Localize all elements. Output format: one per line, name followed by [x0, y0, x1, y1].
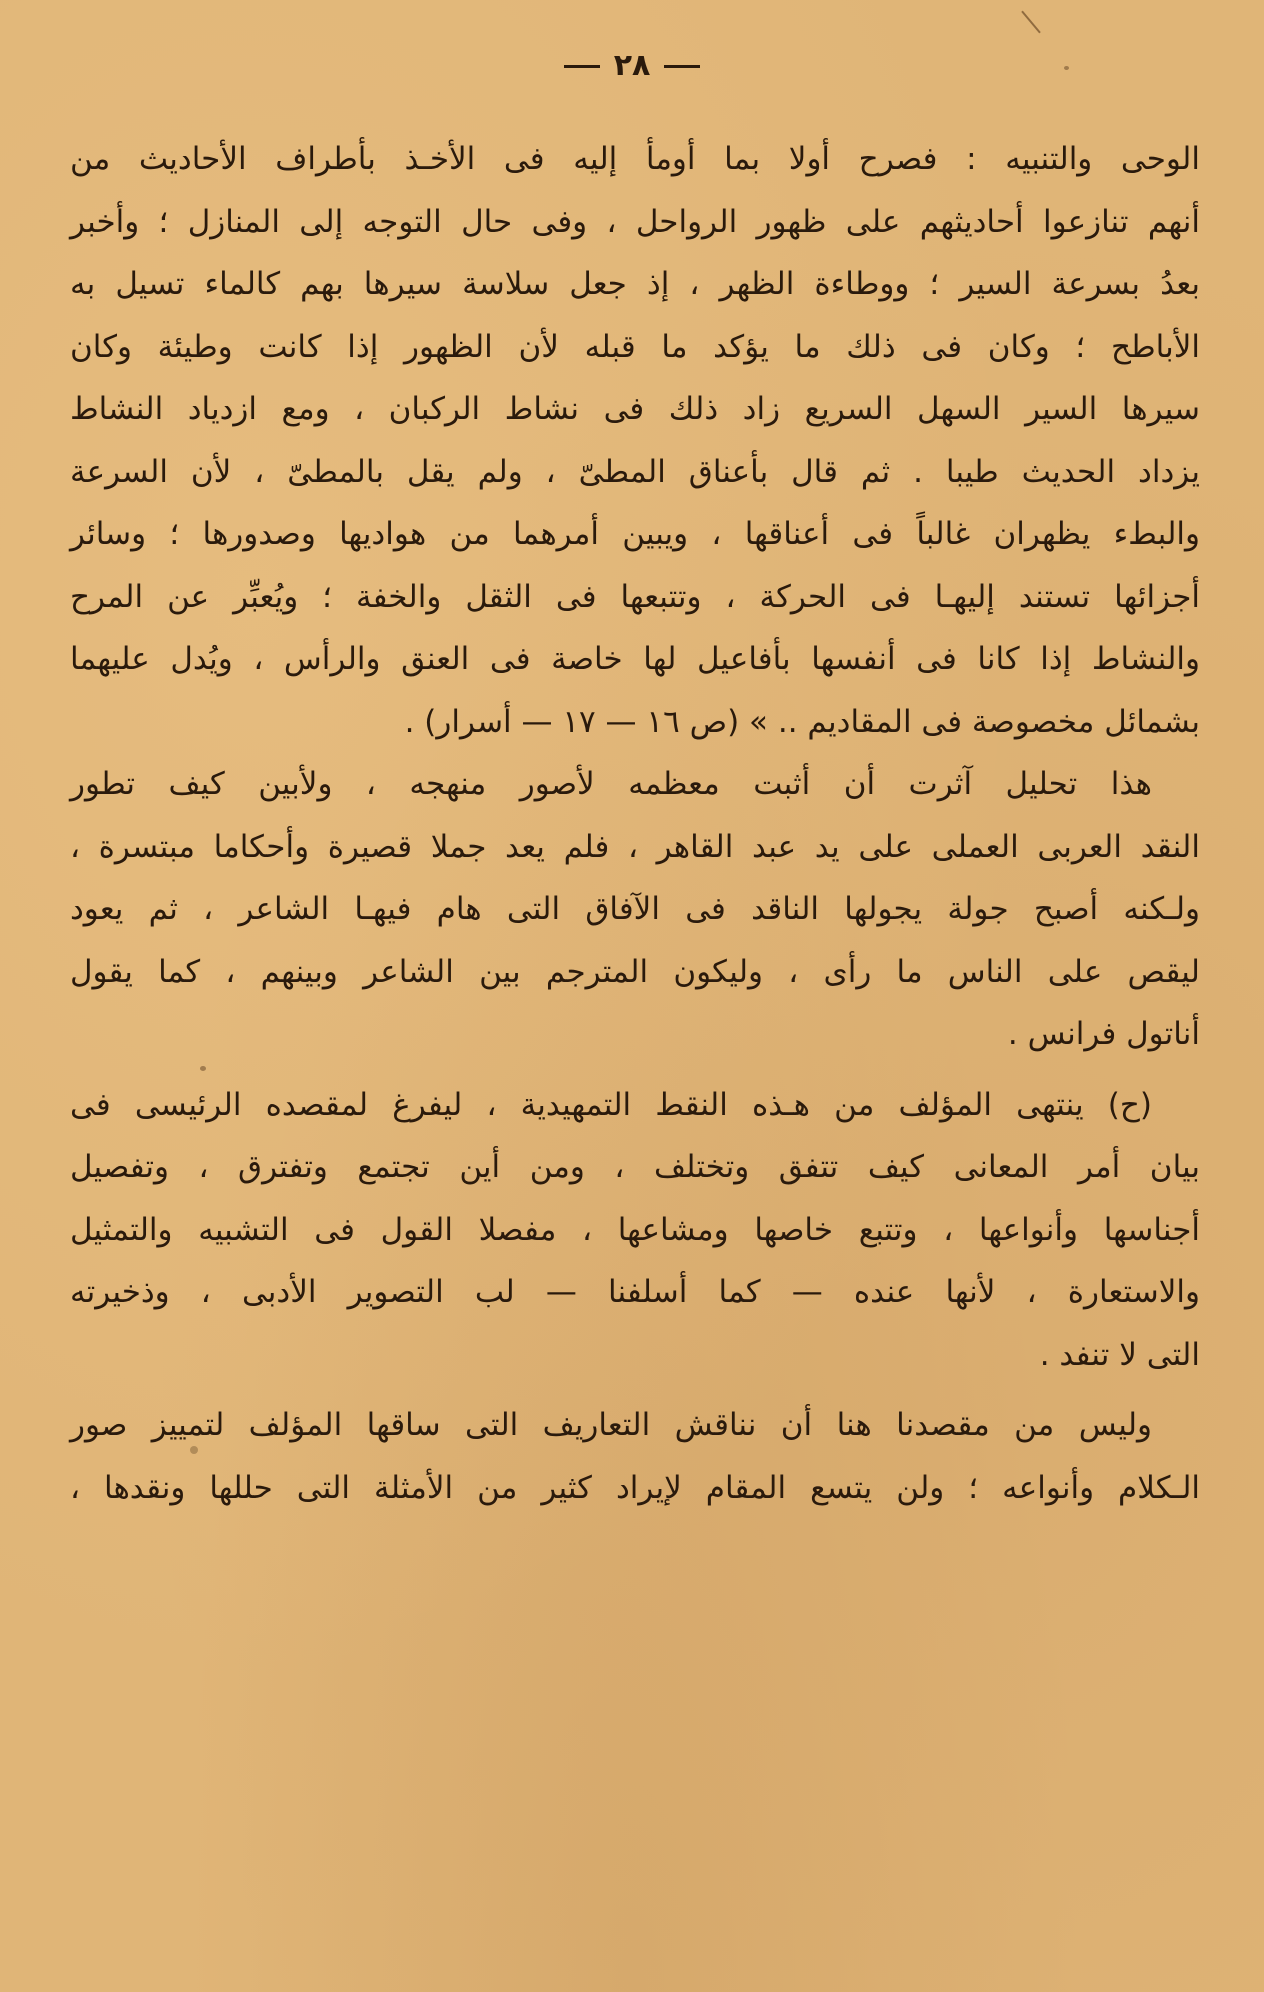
dash-right	[664, 65, 700, 68]
text-line: والاستعارة ، لأنها عنده — كما أسلفنا — لب التصوير الأدبى ، وذخيرته	[70, 1274, 1200, 1310]
paragraph-section-h	[70, 1074, 1200, 1387]
text-line-citation: بشمائل مخصوصة فى المقاديم .. » (ص ١٦ — ١٧ — أسرار) .	[404, 703, 1200, 740]
paper-speck	[200, 1066, 206, 1071]
paragraph-purpose	[70, 1394, 1200, 1519]
dash-left	[564, 65, 600, 68]
text-line: (ح) ينتهى المؤلف من هـذه النقط التمهيدية ، ليفرغ لمقصده الرئيسى فى	[70, 1086, 1152, 1123]
text-line: والبطء يظهران غالباً فى أعناقها ، ويبين أمرهما من هواديها وصدورها ؛ وسائر	[70, 516, 1200, 552]
text-line: النقد العربى العملى على يد عبد القاهر ، فلم يعد جملا قصيرة وأحكاما مبتسرة ،	[70, 828, 1200, 865]
text-line: ليقص على الناس ما رأى ، وليكون المترجم بين الشاعر وبينهم ، كما يقول	[70, 953, 1200, 990]
text-line: بعدُ بسرعة السير ؛ ووطاءة الظهر ، إذ جعل سلاسة سيرها بهم كالماء تسيل به	[70, 266, 1200, 302]
page-number-header	[0, 48, 1264, 83]
text-line: سيرها السير السهل السريع زاد ذلك فى نشاط الركبان ، ومع ازدياد النشاط	[70, 391, 1200, 427]
paragraph-quotation	[70, 128, 1200, 753]
text-line: أنهم تنازعوا أحاديثهم على ظهور الرواحل ، وفى حال التوجه إلى المنازل ؛ وأخبر	[70, 203, 1200, 240]
text-line: بيان أمر المعانى كيف تتفق وتختلف ، ومن أين تجتمع وتفترق ، وتفصيل	[70, 1149, 1200, 1185]
text-line: الـكلام وأنواعه ؛ ولن يتسع المقام لإيراد كثير من الأمثلة التى حللها ونقدها ،	[70, 1469, 1200, 1506]
paper-speck	[1064, 66, 1069, 70]
text-line: أناتول فرانس .	[1007, 1016, 1200, 1052]
text-line: الأباطح ؛ وكان فى ذلك ما يؤكد ما قبله لأن الظهور إذا كانت وطيئة وكان	[70, 328, 1200, 365]
text-line: ولـكنه أصبح جولة يجولها الناقد فى الآفاق التى هام فيهـا الشاعر ، ثم يعود	[70, 891, 1200, 927]
text-line: أجناسها وأنواعها ، وتتبع خاصها ومشاعها ، مفصلا القول فى التشبيه والتمثيل	[70, 1211, 1200, 1248]
paper-stain	[190, 1446, 198, 1454]
paragraph-gap	[70, 1386, 1200, 1394]
paper-scratch	[1021, 11, 1041, 34]
body-text	[70, 128, 1200, 1519]
text-line: يزداد الحديث طيبا . ثم قال بأعناق المطىّ ، ولم يقل بالمطىّ ، لأن السرعة	[70, 453, 1200, 490]
text-line: هذا تحليل آثرت أن أثبت معظمه لأصور منهجه ، ولأبين كيف تطور	[70, 766, 1152, 802]
text-line: الوحى والتنبيه : فصرح أولا بما أومأ إليه فى الأخـذ بأطراف الأحاديث من	[70, 141, 1200, 177]
paragraph-analysis	[70, 753, 1200, 1066]
text-line: وليس من مقصدنا هنا أن نناقش التعاريف التى ساقها المؤلف لتمييز صور	[70, 1407, 1152, 1443]
page-number: ٢٨	[613, 48, 651, 83]
text-line: والنشاط إذا كانا فى أنفسها بأفاعيل لها خاصة فى العنق والرأس ، ويُدل عليهما	[70, 641, 1200, 677]
paragraph-gap	[70, 1066, 1200, 1074]
text-line: أجزائها تستند إليهـا فى الحركة ، وتتبعها فى الثقل والخفة ؛ ويُعبِّر عن المرح	[70, 578, 1200, 615]
text-line: التى لا تنفد .	[1039, 1336, 1200, 1373]
